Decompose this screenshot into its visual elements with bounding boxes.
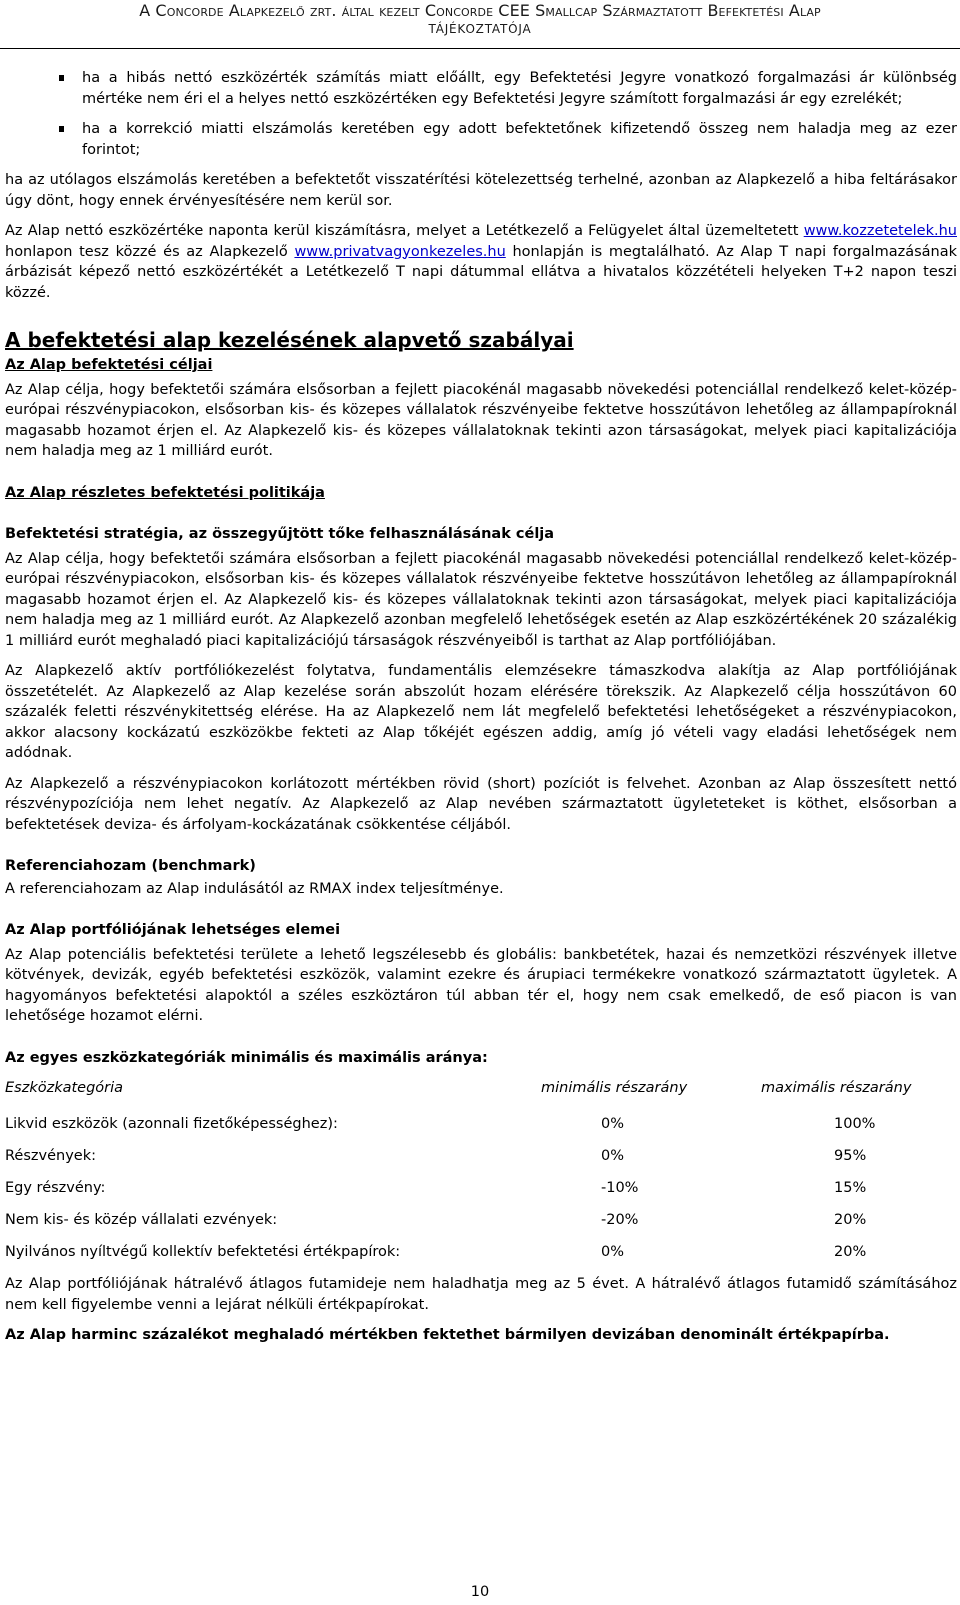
- table-header-max: maximális részarány: [761, 1080, 912, 1096]
- table-cell-max: 95%: [834, 1148, 867, 1164]
- bullet-text: ha a korrekció miatti elszámolás keretében egy adott befektetőnek kifizetendő összeg nem haladja meg az ezer forintot;: [82, 121, 957, 158]
- paragraph-elemei: Az Alap potenciális befektetési területe a lehető legszélesebb és globális: bankbetétek, hazai és nemzetközi részvények illetve kötvények, devizák, egyéb befektetési eszközök, valamint ezekre és árupiaci termékekre vonatkozó származtatott ügyletek. A hagyományos befektetési alapoktól a széles eszköztáron túl abban tér el, hogy nem csak emelkedő, de eső piacon is van lehetősége hozamot elérni.: [5, 946, 957, 1024]
- table-cell-category: Nem kis- és közép vállalati ezvények:: [5, 1212, 278, 1228]
- table-header-row: [5, 1078, 957, 1100]
- square-bullet-icon: [59, 75, 64, 81]
- nav-text-3: honlapján is megtalálható. Az Alap T napi forgalmazásának árbázisát képező nettó eszközértékét a Letétkezelő T napi dátummal ellátva a hivatalos közzétételi helyeken T+2 napon teszi közzé.: [5, 243, 957, 301]
- subheading-celjai: Az Alap befektetési céljai: [5, 357, 213, 373]
- table-cell-max: 15%: [834, 1180, 867, 1196]
- asset-allocation-table: [5, 1078, 957, 1264]
- nav-text-1: Az Alap nettó eszközértéke naponta kerül kiszámításra, melyet a Letétkezelő a Felügyelet által üzemeltetett: [5, 223, 804, 239]
- subheading-elemei: Az Alap portfóliójának lehetséges elemei: [5, 922, 341, 938]
- bullet-text: ha a hibás nettó eszközérték számítás miatt előállt, egy Befektetési Jegyre vonatkozó forgalmazási ár különbség mértéke nem éri el a helyes nettó eszközértéken egy Befektetési Jegyre számított forgalmazási ár egy ezrelékét;: [82, 70, 957, 107]
- kozzetetelek-link[interactable]: www.kozzetetelek.hu: [803, 223, 957, 239]
- table-cell-category: Részvények:: [5, 1148, 96, 1164]
- paragraph-strategia-3: Az Alapkezelő a részvénypiacokon korlátozott mértékben rövid (short) pozíciót is felvehet. Azonban az Alap összesített nettó részvénypozíciója nem lehet negatív. Az Alapkezelő az Alap nevében származtatott ügyleteteket is köthet, elsősorban a befektetések deviza- és árfolyam-kockázatának csökkentése céljából.: [5, 775, 957, 833]
- header-document-type: TÁJÉKOZTATÓJA: [428, 22, 532, 36]
- table-cell-min: -20%: [601, 1212, 639, 1228]
- table-cell-category: Likvid eszközök (azonnali fizetőképességhez):: [5, 1116, 338, 1132]
- bullet-item-2: [5, 119, 957, 160]
- table-row: [5, 1210, 957, 1232]
- table-header-min: minimális részarány: [541, 1080, 688, 1096]
- table-header-category: Eszközkategória: [5, 1080, 124, 1096]
- table-row: [5, 1146, 957, 1168]
- table-cell-max: 100%: [834, 1116, 876, 1132]
- paragraph-utolagos: ha az utólagos elszámolás keretében a befektetőt visszatérítési kötelezettség terhelné, azonban az Alapkezelő a hiba feltárásakor úgy dönt, hogy ennek érvényesítésére nem kerül sor.: [5, 172, 957, 209]
- nav-text-2: honlapon tesz közzé és az Alapkezelő: [5, 243, 295, 260]
- document-body: [5, 68, 957, 1346]
- page-header: [0, 0, 960, 49]
- table-cell-max: 20%: [834, 1244, 867, 1260]
- header-fund-name: A Concorde Alapkezelő zrt. által kezelt Concorde CEE Smallcap Származtatott Befektetési Alap: [139, 1, 821, 20]
- paragraph-futamido: Az Alap portfóliójának hátralévő átlagos futamideje nem haladhatja meg az 5 évet. A hátralévő átlagos futamidő számításához nem kell figyelembe venni a lejárat nélküli értékpapírokat.: [5, 1276, 957, 1313]
- table-row: [5, 1114, 957, 1136]
- paragraph-strategia-2: Az Alapkezelő aktív portfóliókezelést folytatva, fundamentális elemzésekre támaszkodva alakítja az Alap portfóliójának összetételét. Az Alapkezelő az Alap kezelése során abszolút hozam elérésére törekszik. Az Alapkezelő célja hosszútávon 60 százalék feletti részvénykitettség elérése. Ha az Alapkezelő nem lát megfelelő befektetési lehetőségeket a részvénypiacokon, akkor alacsony kockázatú eszközökbe fekteti az Alap tőkéjét egészen addig, amíg jó vételi vagy eladási lehetőségek nem adódnak.: [5, 663, 957, 761]
- subheading-aranya: Az egyes eszközkategóriák minimális és maximális aránya:: [5, 1049, 488, 1066]
- table-row: [5, 1178, 957, 1200]
- bullet-item-1: [5, 68, 957, 109]
- paragraph-celjai: Az Alap célja, hogy befektetői számára elsősorban a fejlett piacokénál magasabb növekedési potenciállal rendelkező kelet-közép-európai részvénypiacokon, elsősorban kis- és közepes vállalatok részvényeibe fektetve hosszútávon lehetőleg az állampapíroknál magasabb hozamot érjen el. Az Alapkezelő kis- és közepes vállalatoknak tekinti azon társaságokat, melyek piaci kapitalizációja nem haladja meg az 1 milliárd eurót.: [5, 381, 957, 459]
- subheading-strategia: Befektetési stratégia, az összegyűjtött tőke felhasználásának célja: [5, 526, 555, 542]
- paragraph-strategia-1: Az Alap célja, hogy befektetői számára elsősorban a fejlett piacokénál magasabb növekedési potenciállal rendelkező kelet-közép-európai részvénypiacokon, elsősorban kis- és közepes vállalatok részvényeibe fektetve hosszútávon lehetőleg az állampapíroknál magasabb hozamot érjen el. Az Alapkezelő kis- és közepes vállalatoknak tekinti azon társaságokat, melyek piaci kapitalizációja nem haladja meg az 1 milliárd eurót. Az Alapkezelő azonban megfelelő lehetőségek esetén az Alap eszközértékének 20 százalékig 1 milliárd eurót meghaladó piaci kapitalizációjú társaságok részvényeiből is tarthat az Alap portfóliójában.: [5, 550, 957, 649]
- table-cell-max: 20%: [834, 1212, 867, 1228]
- table-cell-category: Nyilvános nyíltvégű kollektív befektetési értékpapírok:: [5, 1244, 401, 1260]
- section-title: A befektetési alap kezelésének alapvető szabályai: [5, 328, 574, 352]
- table-cell-category: Egy részvény:: [5, 1180, 106, 1196]
- paragraph-benchmark: A referenciahozam az Alap indulásától az RMAX index teljesítménye.: [5, 880, 504, 897]
- table-cell-min: 0%: [601, 1148, 625, 1164]
- table-cell-min: -10%: [601, 1180, 639, 1196]
- table-cell-min: 0%: [601, 1244, 625, 1260]
- page-number: 10: [470, 1584, 490, 1600]
- privatvagyonkezeles-link[interactable]: www.privatvagyonkezeles.hu: [294, 243, 506, 260]
- table-row: [5, 1242, 957, 1264]
- subheading-politika: Az Alap részletes befektetési politikája: [5, 484, 325, 501]
- table-cell-min: 0%: [601, 1116, 625, 1132]
- paragraph-nav-publication: [5, 221, 957, 303]
- square-bullet-icon: [59, 126, 64, 132]
- paragraph-deviza: Az Alap harminc százalékot meghaladó mértékben fektethet bármilyen devizában denominált értékpapírba.: [5, 1327, 890, 1343]
- subheading-benchmark: Referenciahozam (benchmark): [5, 858, 256, 874]
